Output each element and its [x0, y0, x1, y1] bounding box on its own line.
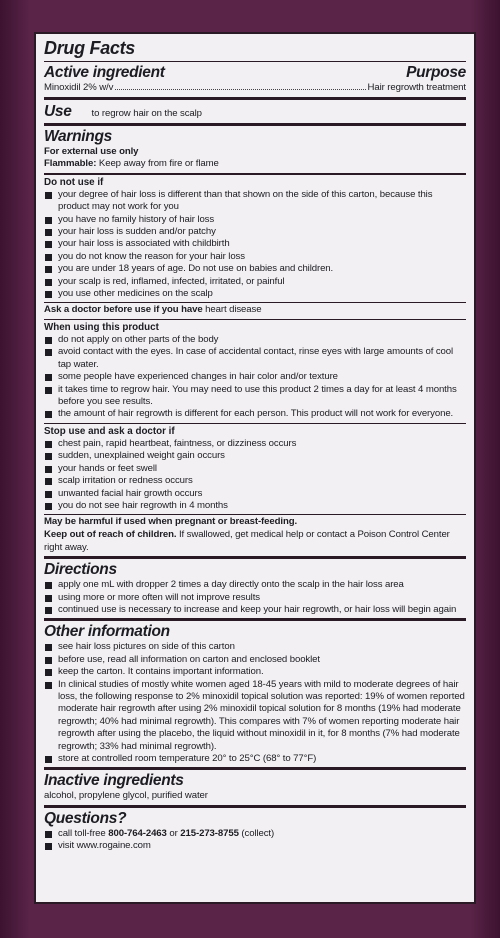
do-not-use-list — [44, 189, 466, 301]
list-item: before use, read all information on carton and enclosed booklet — [44, 654, 466, 666]
call-line — [44, 828, 466, 840]
list-item: apply one mL with dropper 2 times a day directly onto the scalp in the hair loss area — [44, 579, 466, 591]
list-item: you do not see hair regrowth in 4 months — [44, 500, 466, 512]
divider — [44, 514, 466, 515]
list-item: continued use is necessary to increase and keep your hair regrowth, or hair loss will begin again — [44, 604, 466, 616]
list-item: your hands or feet swell — [44, 463, 466, 475]
when-using-list — [44, 334, 466, 421]
call-prefix: call toll-free — [58, 827, 106, 839]
phone-number-2: 215-273-8755 — [180, 827, 239, 839]
ingredient-name: Minoxidil 2% w/v — [44, 82, 114, 93]
ask-doctor-label: Ask a doctor before use if you have — [44, 304, 203, 316]
list-item: avoid contact with the eyes. In case of accidental contact, rinse eyes with large amounts of cool tap water. — [44, 346, 466, 371]
keep-out-label: Keep out of reach of children. — [44, 528, 177, 540]
flammable-label: Flammable: — [44, 158, 97, 170]
list-item: you do not know the reason for your hair loss — [44, 251, 466, 263]
warnings-header: Warnings — [44, 127, 112, 145]
do-not-use-header: Do not use if — [44, 176, 104, 188]
list-item: store at controlled room temperature 20° to 25°C (68° to 77°F) — [44, 753, 466, 765]
list-item: your hair loss is sudden and/or patchy — [44, 226, 466, 238]
inactive-ingredients-section — [44, 770, 466, 808]
divider — [44, 423, 466, 424]
list-item: keep the carton. It contains important information. — [44, 666, 466, 678]
list-item: using more or more often will not improve results — [44, 592, 466, 604]
keep-out-line — [44, 529, 466, 554]
when-using-header: When using this product — [44, 322, 159, 334]
directions-header: Directions — [44, 561, 117, 579]
list-item: sudden, unexplained weight gain occurs — [44, 450, 466, 462]
list-item: unwanted facial hair growth occurs — [44, 488, 466, 500]
other-information-list — [44, 641, 466, 765]
list-item: you are under 18 years of age. Do not use on babies and children. — [44, 263, 466, 275]
divider — [44, 319, 466, 320]
list-item: do not apply on other parts of the body — [44, 334, 466, 346]
stop-use-list — [44, 438, 466, 512]
ask-doctor-text: heart disease — [205, 304, 262, 316]
list-item: chest pain, rapid heartbeat, faintness, or dizziness occurs — [44, 438, 466, 450]
dotted-leader — [115, 89, 365, 90]
directions-list — [44, 579, 466, 616]
list-item: your scalp is red, inflamed, infected, irritated, or painful — [44, 276, 466, 288]
active-ingredient-header: Active ingredient — [44, 64, 165, 81]
ask-doctor-line — [44, 304, 466, 317]
list-item: In clinical studies of mostly white women aged 18-45 years with mild to moderate degrees of hair loss, the following response to 2% minoxidil topical solution was reported: 19% of women reported moderate hair regrowth after using 2% minoxidil topical solution for 8 months (19% had moderate regrowth; 40% had minimal regrowth). This compares with 7% of women reporting moderate hair regrowth after using the placebo, the liquid without minoxidil in it, for 8 months (7% had moderate regrowth; 33% had minimal regrowth). — [44, 679, 466, 753]
purpose-header: Purpose — [406, 64, 466, 81]
inactive-ingredients-header: Inactive ingredients — [44, 772, 184, 790]
keep-out-text: If swallowed, get medical help or contact a Poison Control Center right away. — [44, 528, 450, 553]
list-item: it takes time to regrow hair. You may need to use this product 2 times a day for at least 4 months before you see results. — [44, 384, 466, 409]
drug-facts-panel — [34, 32, 476, 904]
list-item: your degree of hair loss is different than that shown on the side of this carton, because this product may not work for you — [44, 189, 466, 214]
drug-facts-title: Drug Facts — [44, 38, 466, 62]
use-header: Use — [44, 102, 72, 120]
inactive-ingredients-text: alcohol, propylene glycol, purified water — [44, 790, 208, 802]
questions-header: Questions? — [44, 809, 127, 827]
list-item: you use other medicines on the scalp — [44, 288, 466, 300]
external-use-text: For external use only — [44, 145, 139, 157]
list-item: the amount of hair regrowth is different for each person. This product will not work for everyone. — [44, 408, 466, 420]
list-item: see hair loss pictures on side of this carton — [44, 641, 466, 653]
use-text: to regrow hair on the scalp — [91, 107, 202, 119]
list-item: you have no family history of hair loss — [44, 214, 466, 226]
flammable-text: Keep away from fire or flame — [98, 158, 219, 170]
directions-section — [44, 559, 466, 621]
active-ingredient-section — [44, 38, 466, 100]
other-information-section — [44, 621, 466, 770]
ingredient-purpose: Hair regrowth treatment — [367, 82, 466, 93]
warnings-section — [44, 126, 466, 560]
divider — [44, 173, 466, 175]
list-item: your hair loss is associated with childbirth — [44, 238, 466, 250]
pregnancy-warning: May be harmful if used when pregnant or breast-feeding. — [44, 516, 298, 528]
visit-line: visit www.rogaine.com — [44, 840, 466, 852]
questions-section — [44, 808, 466, 853]
divider — [44, 302, 466, 303]
questions-list — [44, 828, 466, 853]
or-text: or — [169, 827, 178, 839]
stop-use-header: Stop use and ask a doctor if — [44, 425, 175, 437]
list-item: scalp irritation or redness occurs — [44, 475, 466, 487]
other-information-header: Other information — [44, 623, 170, 641]
list-item: some people have experienced changes in hair color and/or texture — [44, 371, 466, 383]
flammable-line — [44, 158, 466, 171]
collect-text: (collect) — [241, 827, 275, 839]
phone-number-1: 800-764-2463 — [108, 827, 167, 839]
use-section — [44, 100, 466, 126]
